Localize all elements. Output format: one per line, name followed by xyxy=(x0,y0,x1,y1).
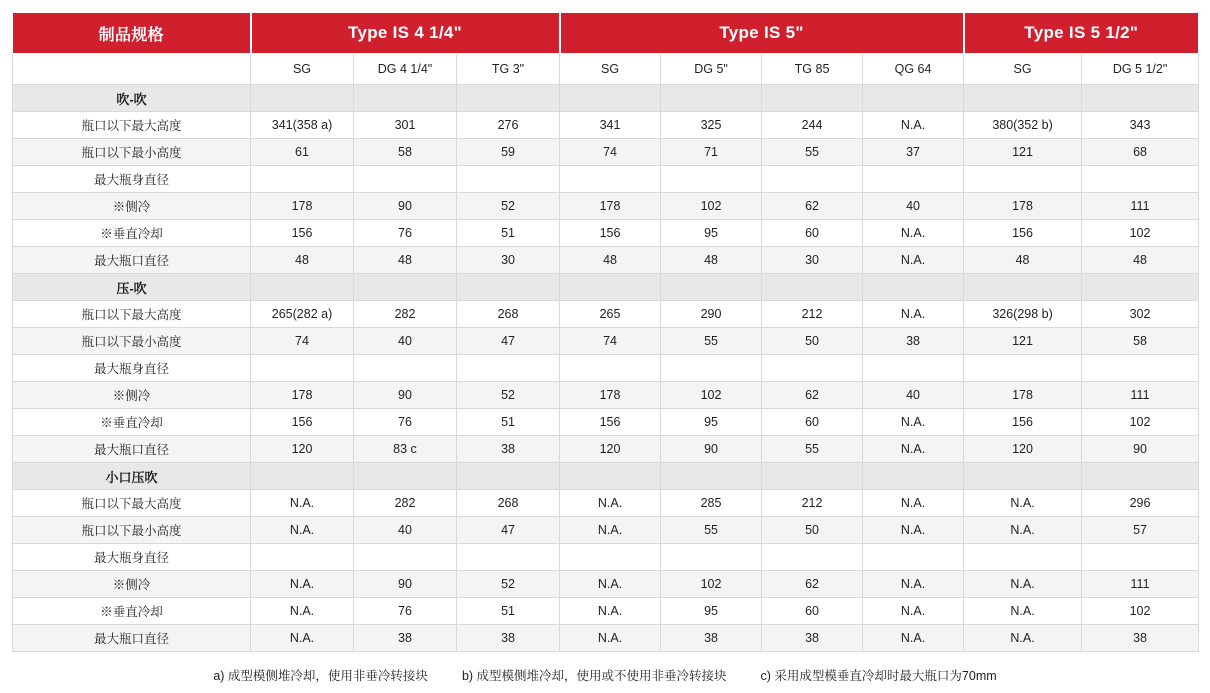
row-cell: 52 xyxy=(457,382,560,409)
header-band-row xyxy=(13,13,1199,54)
row-cell: N.A. xyxy=(560,571,661,598)
row-cell: 30 xyxy=(457,247,560,274)
row-cell: 90 xyxy=(354,571,457,598)
row-cell: N.A. xyxy=(560,598,661,625)
subheader-blank xyxy=(13,54,251,85)
row-cell: 102 xyxy=(661,571,762,598)
row-cell: 40 xyxy=(354,517,457,544)
row-cell: N.A. xyxy=(863,112,964,139)
row-cell: 48 xyxy=(354,247,457,274)
row-cell: 111 xyxy=(1082,193,1199,220)
row-cell: N.A. xyxy=(863,490,964,517)
row-cell: 178 xyxy=(251,193,354,220)
section-header-row xyxy=(13,463,1199,490)
row-cell: 74 xyxy=(251,328,354,355)
row-label: 最大瓶口直径 xyxy=(13,436,251,463)
section-pad xyxy=(560,85,661,112)
section-pad xyxy=(762,85,863,112)
row-cell: N.A. xyxy=(863,220,964,247)
row-cell: 76 xyxy=(354,598,457,625)
row-label: 最大瓶身直径 xyxy=(13,355,251,382)
table-row xyxy=(13,544,1199,571)
row-label: ※侧冷 xyxy=(13,193,251,220)
row-cell: 48 xyxy=(560,247,661,274)
row-cell: N.A. xyxy=(560,490,661,517)
row-label: 瓶口以下最大高度 xyxy=(13,301,251,328)
row-cell: 102 xyxy=(1082,220,1199,247)
row-cell: 76 xyxy=(354,409,457,436)
row-cell: 30 xyxy=(762,247,863,274)
row-cell: 68 xyxy=(1082,139,1199,166)
table-row xyxy=(13,517,1199,544)
row-label: ※垂直冷却 xyxy=(13,220,251,247)
row-cell: N.A. xyxy=(251,517,354,544)
row-cell: 120 xyxy=(251,436,354,463)
section-pad xyxy=(457,463,560,490)
table-row xyxy=(13,382,1199,409)
section-pad xyxy=(1082,274,1199,301)
row-cell: N.A. xyxy=(251,598,354,625)
row-cell: 74 xyxy=(560,328,661,355)
header-group-is-5-1-2: Type IS 5 1/2" xyxy=(964,13,1199,54)
table-row xyxy=(13,409,1199,436)
row-label: 瓶口以下最大高度 xyxy=(13,490,251,517)
row-label: 瓶口以下最小高度 xyxy=(13,139,251,166)
row-cell xyxy=(964,355,1082,382)
row-cell: 95 xyxy=(661,598,762,625)
row-cell xyxy=(762,166,863,193)
row-label: 瓶口以下最大高度 xyxy=(13,112,251,139)
table-row xyxy=(13,598,1199,625)
row-cell: 326(298 b) xyxy=(964,301,1082,328)
table-row xyxy=(13,625,1199,652)
row-cell: N.A. xyxy=(964,517,1082,544)
row-cell: N.A. xyxy=(863,517,964,544)
row-label: ※垂直冷却 xyxy=(13,409,251,436)
row-cell: 178 xyxy=(560,193,661,220)
subheader-col-2: TG 3" xyxy=(457,54,560,85)
subheader-col-4: DG 5" xyxy=(661,54,762,85)
row-cell: N.A. xyxy=(560,625,661,652)
row-label: 最大瓶口直径 xyxy=(13,625,251,652)
row-cell: 62 xyxy=(762,382,863,409)
row-cell: N.A. xyxy=(863,598,964,625)
row-cell xyxy=(863,544,964,571)
table-row xyxy=(13,112,1199,139)
section-pad xyxy=(354,463,457,490)
row-cell: 120 xyxy=(560,436,661,463)
row-cell xyxy=(964,544,1082,571)
row-label: ※垂直冷却 xyxy=(13,598,251,625)
section-pad xyxy=(560,463,661,490)
row-cell: 90 xyxy=(661,436,762,463)
row-cell: 52 xyxy=(457,571,560,598)
row-cell: 380(352 b) xyxy=(964,112,1082,139)
row-cell: 285 xyxy=(661,490,762,517)
row-cell xyxy=(354,544,457,571)
section-pad xyxy=(251,463,354,490)
section-pad xyxy=(964,274,1082,301)
row-cell: 38 xyxy=(354,625,457,652)
row-cell xyxy=(863,355,964,382)
row-cell: 90 xyxy=(354,382,457,409)
row-cell: 60 xyxy=(762,409,863,436)
table-row xyxy=(13,166,1199,193)
row-cell: 60 xyxy=(762,598,863,625)
row-cell xyxy=(661,166,762,193)
table-row xyxy=(13,139,1199,166)
subheader-col-6: QG 64 xyxy=(863,54,964,85)
row-cell: 268 xyxy=(457,301,560,328)
subheader-col-7: SG xyxy=(964,54,1082,85)
section-pad xyxy=(863,274,964,301)
table-row xyxy=(13,247,1199,274)
row-cell xyxy=(560,355,661,382)
row-cell: 62 xyxy=(762,571,863,598)
row-cell: N.A. xyxy=(863,247,964,274)
row-cell xyxy=(457,166,560,193)
row-cell: 38 xyxy=(1082,625,1199,652)
row-cell: 76 xyxy=(354,220,457,247)
section-pad xyxy=(354,85,457,112)
row-cell: 95 xyxy=(661,220,762,247)
row-cell: N.A. xyxy=(964,490,1082,517)
table-row xyxy=(13,328,1199,355)
row-cell: 296 xyxy=(1082,490,1199,517)
section-title: 小口压吹 xyxy=(13,463,251,490)
row-cell: 265 xyxy=(560,301,661,328)
table-row xyxy=(13,301,1199,328)
table-row xyxy=(13,436,1199,463)
row-cell: 38 xyxy=(457,436,560,463)
row-cell: 38 xyxy=(661,625,762,652)
row-cell: N.A. xyxy=(251,625,354,652)
footnotes xyxy=(12,666,1198,684)
row-cell: 55 xyxy=(661,517,762,544)
row-cell xyxy=(354,355,457,382)
row-cell: N.A. xyxy=(863,436,964,463)
row-cell: N.A. xyxy=(863,625,964,652)
row-cell xyxy=(863,166,964,193)
section-pad xyxy=(354,274,457,301)
table-row xyxy=(13,220,1199,247)
section-pad xyxy=(251,85,354,112)
row-cell: 50 xyxy=(762,517,863,544)
row-cell: 40 xyxy=(863,382,964,409)
row-cell: 52 xyxy=(457,193,560,220)
row-cell: 57 xyxy=(1082,517,1199,544)
section-pad xyxy=(457,274,560,301)
section-header-row xyxy=(13,274,1199,301)
section-title: 吹-吹 xyxy=(13,85,251,112)
header-group-is-5: Type IS 5" xyxy=(560,13,964,54)
row-cell: 83 c xyxy=(354,436,457,463)
row-cell: N.A. xyxy=(251,571,354,598)
row-cell: 102 xyxy=(661,382,762,409)
section-pad xyxy=(863,463,964,490)
row-cell: N.A. xyxy=(863,571,964,598)
row-cell: 178 xyxy=(964,382,1082,409)
row-cell: N.A. xyxy=(863,409,964,436)
footnote-c: c) 采用成型模垂直冷却时最大瓶口为70mm xyxy=(760,669,997,683)
row-cell: 40 xyxy=(354,328,457,355)
row-cell xyxy=(1082,355,1199,382)
subheader-col-3: SG xyxy=(560,54,661,85)
row-cell: 38 xyxy=(457,625,560,652)
row-cell: 61 xyxy=(251,139,354,166)
row-cell: 55 xyxy=(762,139,863,166)
row-cell xyxy=(560,544,661,571)
row-cell: 48 xyxy=(964,247,1082,274)
row-cell: 325 xyxy=(661,112,762,139)
row-cell: 212 xyxy=(762,490,863,517)
row-cell: 341(358 a) xyxy=(251,112,354,139)
row-cell: 282 xyxy=(354,301,457,328)
row-cell: 50 xyxy=(762,328,863,355)
section-pad xyxy=(1082,85,1199,112)
table-row xyxy=(13,193,1199,220)
subheader-col-5: TG 85 xyxy=(762,54,863,85)
row-cell xyxy=(1082,166,1199,193)
row-cell xyxy=(762,544,863,571)
row-cell: 38 xyxy=(863,328,964,355)
row-cell: 55 xyxy=(762,436,863,463)
row-cell: 178 xyxy=(964,193,1082,220)
section-pad xyxy=(863,85,964,112)
row-cell: 156 xyxy=(964,409,1082,436)
row-cell: 178 xyxy=(560,382,661,409)
row-cell: 265(282 a) xyxy=(251,301,354,328)
row-cell: 51 xyxy=(457,598,560,625)
row-label: ※侧冷 xyxy=(13,571,251,598)
row-label: 瓶口以下最小高度 xyxy=(13,328,251,355)
row-cell xyxy=(457,544,560,571)
row-cell: 156 xyxy=(251,409,354,436)
section-pad xyxy=(560,274,661,301)
row-cell: 48 xyxy=(1082,247,1199,274)
row-cell: 37 xyxy=(863,139,964,166)
footnote-a: a) 成型模侧堆冷却，使用非垂冷转接块 xyxy=(213,669,428,683)
row-cell: 58 xyxy=(354,139,457,166)
row-label: 最大瓶口直径 xyxy=(13,247,251,274)
row-cell: 343 xyxy=(1082,112,1199,139)
table-header xyxy=(13,13,1199,85)
row-cell: 276 xyxy=(457,112,560,139)
row-cell: 74 xyxy=(560,139,661,166)
row-cell: 95 xyxy=(661,409,762,436)
row-cell: 282 xyxy=(354,490,457,517)
row-cell: 156 xyxy=(560,220,661,247)
subheader-row xyxy=(13,54,1199,85)
row-cell: N.A. xyxy=(964,598,1082,625)
row-label: 最大瓶身直径 xyxy=(13,166,251,193)
section-pad xyxy=(762,463,863,490)
table-row xyxy=(13,571,1199,598)
row-cell: N.A. xyxy=(964,571,1082,598)
table-body xyxy=(13,85,1199,652)
row-cell: 212 xyxy=(762,301,863,328)
row-cell xyxy=(251,355,354,382)
section-pad xyxy=(661,85,762,112)
row-cell: 48 xyxy=(661,247,762,274)
row-cell: 38 xyxy=(762,625,863,652)
row-cell: 71 xyxy=(661,139,762,166)
row-cell: 156 xyxy=(560,409,661,436)
row-cell: 301 xyxy=(354,112,457,139)
row-cell: N.A. xyxy=(251,490,354,517)
row-label: 瓶口以下最小高度 xyxy=(13,517,251,544)
subheader-col-0: SG xyxy=(251,54,354,85)
row-cell xyxy=(661,355,762,382)
subheader-col-8: DG 5 1/2" xyxy=(1082,54,1199,85)
row-cell: 178 xyxy=(251,382,354,409)
row-cell: 47 xyxy=(457,328,560,355)
table-row xyxy=(13,355,1199,382)
row-cell: 302 xyxy=(1082,301,1199,328)
section-pad xyxy=(661,274,762,301)
row-cell: 121 xyxy=(964,328,1082,355)
header-first-col: 制品规格 xyxy=(13,13,251,54)
row-cell: 121 xyxy=(964,139,1082,166)
row-cell: 120 xyxy=(964,436,1082,463)
section-pad xyxy=(661,463,762,490)
row-cell: 62 xyxy=(762,193,863,220)
footnote-b: b) 成型模侧堆冷却，使用或不使用非垂冷转接块 xyxy=(461,669,727,683)
row-cell: N.A. xyxy=(560,517,661,544)
row-cell: 268 xyxy=(457,490,560,517)
row-cell: 156 xyxy=(251,220,354,247)
section-pad xyxy=(964,463,1082,490)
row-cell: N.A. xyxy=(964,625,1082,652)
row-cell: 244 xyxy=(762,112,863,139)
row-cell: 60 xyxy=(762,220,863,247)
row-cell: 290 xyxy=(661,301,762,328)
section-pad xyxy=(964,85,1082,112)
row-cell: 102 xyxy=(1082,409,1199,436)
row-cell: 48 xyxy=(251,247,354,274)
row-label: ※侧冷 xyxy=(13,382,251,409)
section-pad xyxy=(251,274,354,301)
row-cell xyxy=(251,544,354,571)
row-cell: 51 xyxy=(457,409,560,436)
row-cell xyxy=(1082,544,1199,571)
row-cell: 40 xyxy=(863,193,964,220)
specification-table xyxy=(12,12,1199,652)
section-title: 压-吹 xyxy=(13,274,251,301)
row-cell: 55 xyxy=(661,328,762,355)
row-cell: 90 xyxy=(354,193,457,220)
row-cell: 111 xyxy=(1082,382,1199,409)
row-cell xyxy=(457,355,560,382)
row-cell: N.A. xyxy=(863,301,964,328)
row-cell: 90 xyxy=(1082,436,1199,463)
row-label: 最大瓶身直径 xyxy=(13,544,251,571)
row-cell xyxy=(661,544,762,571)
row-cell: 51 xyxy=(457,220,560,247)
row-cell xyxy=(251,166,354,193)
section-pad xyxy=(1082,463,1199,490)
section-pad xyxy=(457,85,560,112)
table-row xyxy=(13,490,1199,517)
section-header-row xyxy=(13,85,1199,112)
row-cell: 47 xyxy=(457,517,560,544)
row-cell: 156 xyxy=(964,220,1082,247)
row-cell: 58 xyxy=(1082,328,1199,355)
row-cell xyxy=(560,166,661,193)
row-cell xyxy=(354,166,457,193)
row-cell: 111 xyxy=(1082,571,1199,598)
row-cell xyxy=(964,166,1082,193)
row-cell: 102 xyxy=(661,193,762,220)
header-group-is-4-1-4: Type IS 4 1/4" xyxy=(251,13,560,54)
row-cell: 341 xyxy=(560,112,661,139)
section-pad xyxy=(762,274,863,301)
row-cell: 102 xyxy=(1082,598,1199,625)
subheader-col-1: DG 4 1/4" xyxy=(354,54,457,85)
row-cell xyxy=(762,355,863,382)
row-cell: 59 xyxy=(457,139,560,166)
